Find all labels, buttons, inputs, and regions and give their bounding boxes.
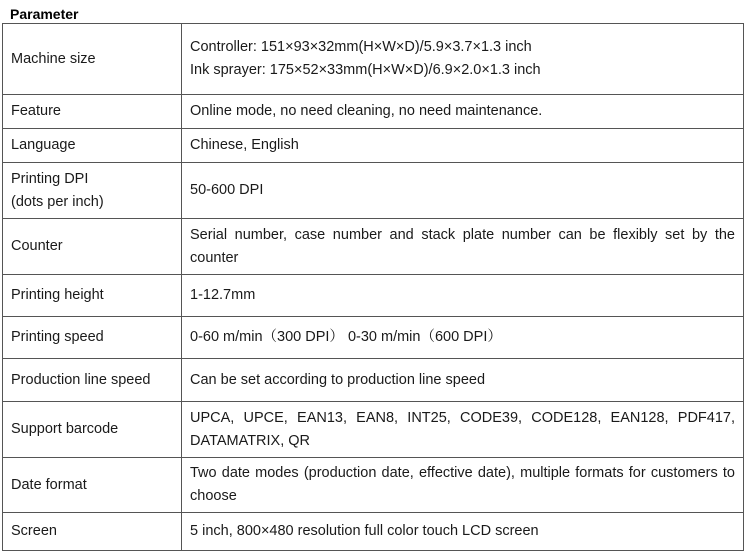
row-label: Language [3, 129, 182, 163]
row-label-line: Printing DPI [11, 170, 89, 187]
row-label: Printing speed [3, 317, 182, 359]
row-value: 0-60 m/min（300 DPI） 0-30 m/min（600 DPI） [182, 317, 744, 359]
table-heading: Parameter [10, 6, 79, 22]
table-row [3, 129, 744, 163]
row-label [3, 163, 182, 219]
row-value: Serial number, case number and stack plate number can be flexibly set by the counter [182, 219, 744, 275]
row-label: Screen [3, 513, 182, 551]
table-row [3, 163, 744, 219]
row-value-line: Controller: 151×93×32mm(H×W×D)/5.9×3.7×1.3 inch [190, 39, 532, 55]
table-row [3, 513, 744, 551]
row-value-line: Ink sprayer: 175×52×33mm(H×W×D)/6.9×2.0×1.3 inch [190, 62, 541, 78]
row-label: Production line speed [3, 359, 182, 402]
table-row [3, 359, 744, 402]
row-value [182, 24, 744, 95]
table-row [3, 402, 744, 458]
row-label: Counter [3, 219, 182, 275]
table-row [3, 458, 744, 513]
row-value: Online mode, no need cleaning, no need maintenance. [182, 95, 744, 129]
row-label: Machine size [3, 24, 182, 95]
row-label-line: (dots per inch) [11, 193, 104, 210]
row-value: Can be set according to production line speed [182, 359, 744, 402]
row-value: Two date modes (production date, effective date), multiple formats for customers to choose [182, 458, 744, 513]
table-row [3, 275, 744, 317]
table-row [3, 24, 744, 95]
row-label: Date format [3, 458, 182, 513]
row-value: 5 inch, 800×480 resolution full color touch LCD screen [182, 513, 744, 551]
row-value: 1-12.7mm [182, 275, 744, 317]
row-label: Printing height [3, 275, 182, 317]
parameter-table [2, 23, 744, 551]
table-row [3, 219, 744, 275]
table-row [3, 317, 744, 359]
row-value: 50-600 DPI [182, 163, 744, 219]
row-label: Support barcode [3, 402, 182, 458]
table-row [3, 95, 744, 129]
row-label: Feature [3, 95, 182, 129]
row-value: Chinese, English [182, 129, 744, 163]
row-value: UPCA, UPCE, EAN13, EAN8, INT25, CODE39, CODE128, EAN128, PDF417, DATAMATRIX, QR [182, 402, 744, 458]
